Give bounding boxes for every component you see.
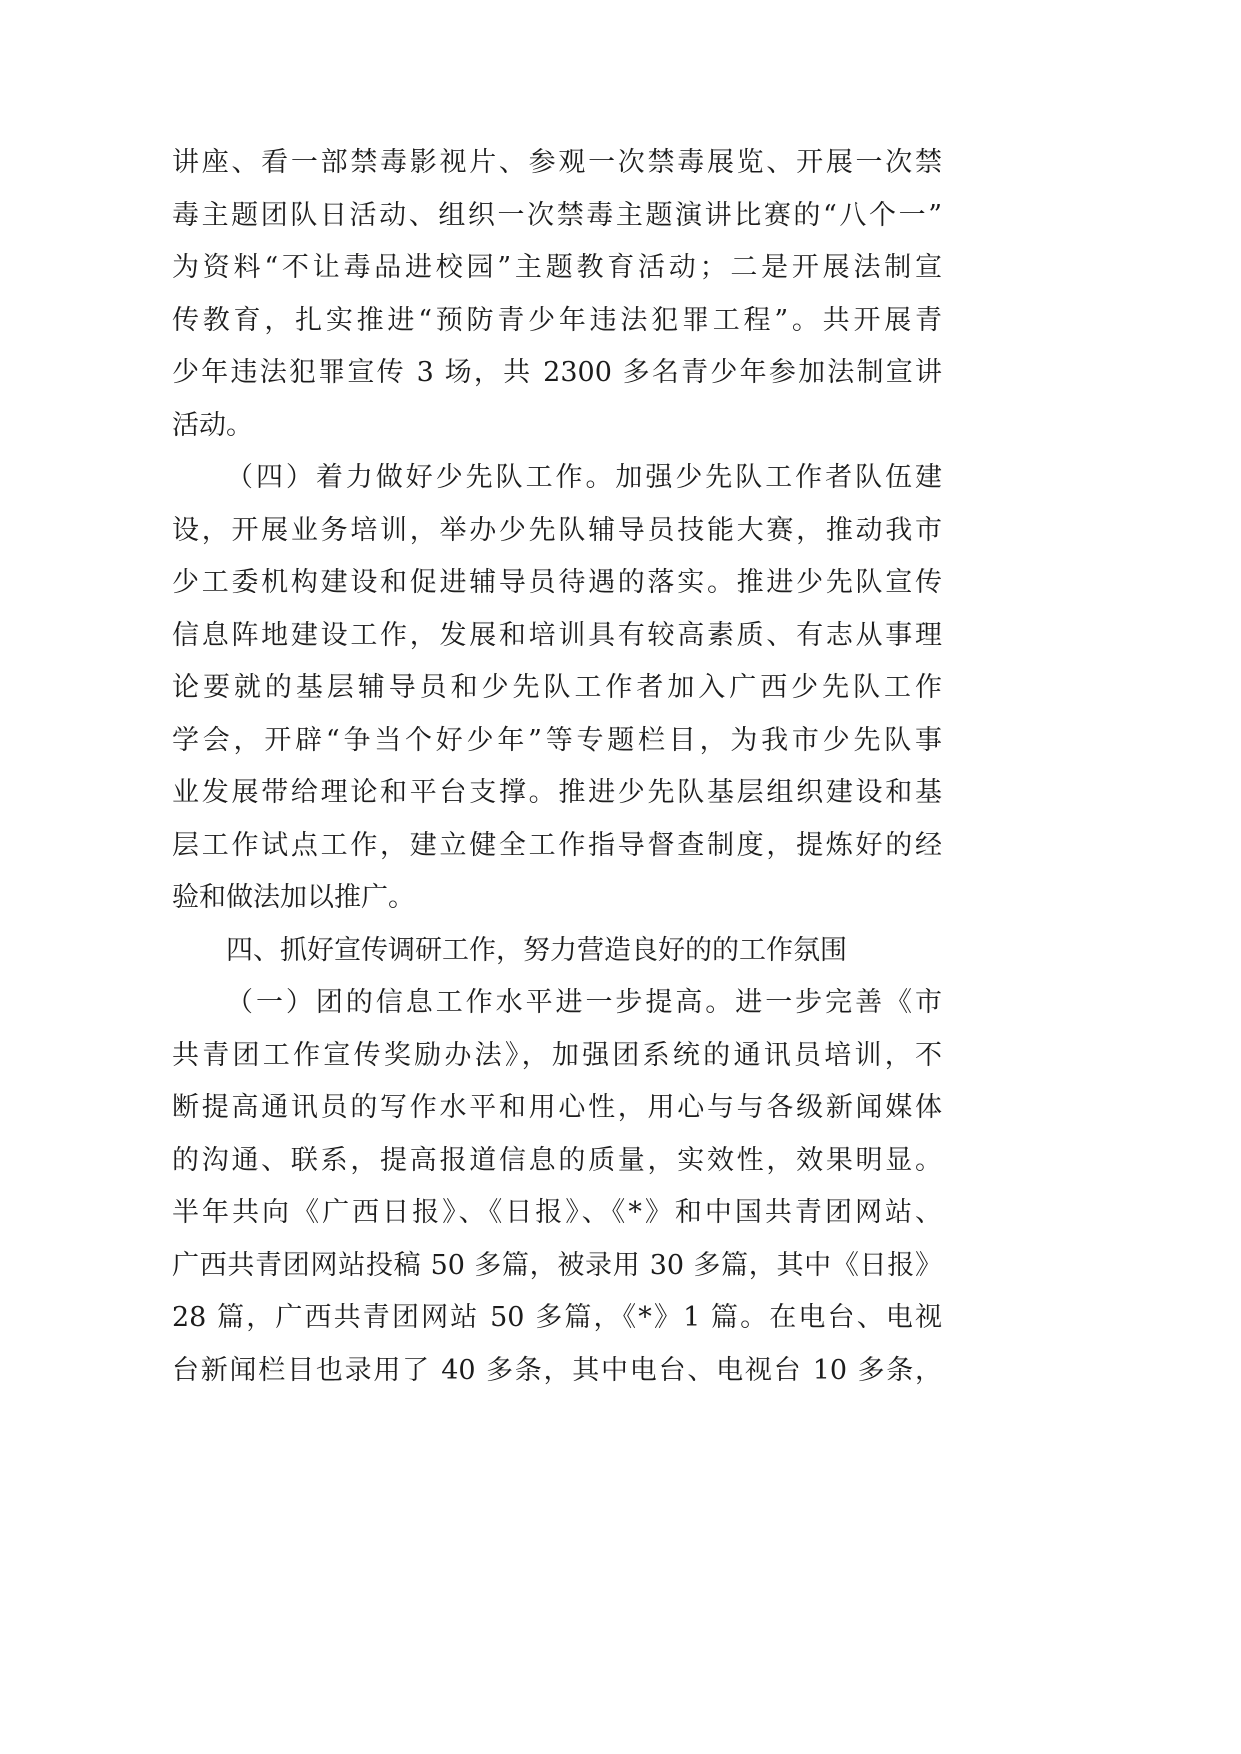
paragraph-drug-education [172, 137, 942, 452]
text-line: （一）团的信息工作水平进一步提高。进一步完善《市 [226, 987, 942, 1018]
text-line: 28 篇，广西共青团网站 50 多篇，《*》1 篇。在电台、电视 [172, 1302, 942, 1333]
text-line: 传教育，扎实推进“预防青少年违法犯罪工程”。共开展青 [172, 304, 942, 336]
text-line: 论要就的基层辅导员和少先队工作者加入广西少先队工作 [172, 672, 942, 703]
text-line: 业发展带给理论和平台支撑。推进少先队基层组织建设和基 [172, 777, 942, 808]
text-line: 的沟通、联系，提高报道信息的质量，实效性，效果明显。 [172, 1144, 942, 1176]
text-line: 共青团工作宣传奖励办法》，加强团系统的通讯员培训，不 [172, 1039, 942, 1071]
text-line: 为资料“不让毒品进校园”主题教育活动；二是开展法制宣 [172, 252, 942, 283]
text-line: 少年违法犯罪宣传 3 场，共 2300 多名青少年参加法制宣讲 [172, 357, 942, 388]
heading-line: 四、抓好宣传调研工作，努力营造良好的的工作氛围 [226, 934, 847, 966]
paragraph-information-work [172, 977, 942, 1397]
text-line: 学会，开辟“争当个好少年”等专题栏目，为我市少先队事 [172, 724, 942, 756]
text-line: （四）着力做好少先队工作。加强少先队工作者队伍建 [226, 462, 942, 493]
text-line: 毒主题团队日活动、组织一次禁毒主题演讲比赛的“八个一” [172, 199, 942, 231]
text-line: 台新闻栏目也录用了 40 多条，其中电台、电视台 10 多条， [172, 1354, 942, 1386]
text-line: 验和做法加以推广。 [172, 882, 415, 913]
paragraph-young-pioneers [172, 452, 942, 925]
text-line: 信息阵地建设工作，发展和培训具有较高素质、有志从事理 [172, 619, 942, 651]
text-line: 设，开展业务培训，举办少先队辅导员技能大赛，推动我市 [172, 514, 942, 546]
section-heading [172, 925, 942, 978]
text-line: 层工作试点工作，建立健全工作指导督查制度，提炼好的经 [172, 829, 942, 861]
text-line: 少工委机构建设和促进辅导员待遇的落实。推进少先队宣传 [172, 567, 942, 598]
document-body [172, 137, 942, 1397]
text-line: 广西共青团网站投稿 50 多篇，被录用 30 多篇，其中《日报》 [172, 1249, 942, 1281]
text-line: 半年共向《广西日报》、《日报》、《*》和中国共青团网站、 [172, 1197, 942, 1228]
text-line: 讲座、看一部禁毒影视片、参观一次禁毒展览、开展一次禁 [172, 147, 942, 178]
text-line: 断提高通讯员的写作水平和用心性，用心与与各级新闻媒体 [172, 1092, 942, 1123]
text-line: 活动。 [172, 409, 253, 441]
